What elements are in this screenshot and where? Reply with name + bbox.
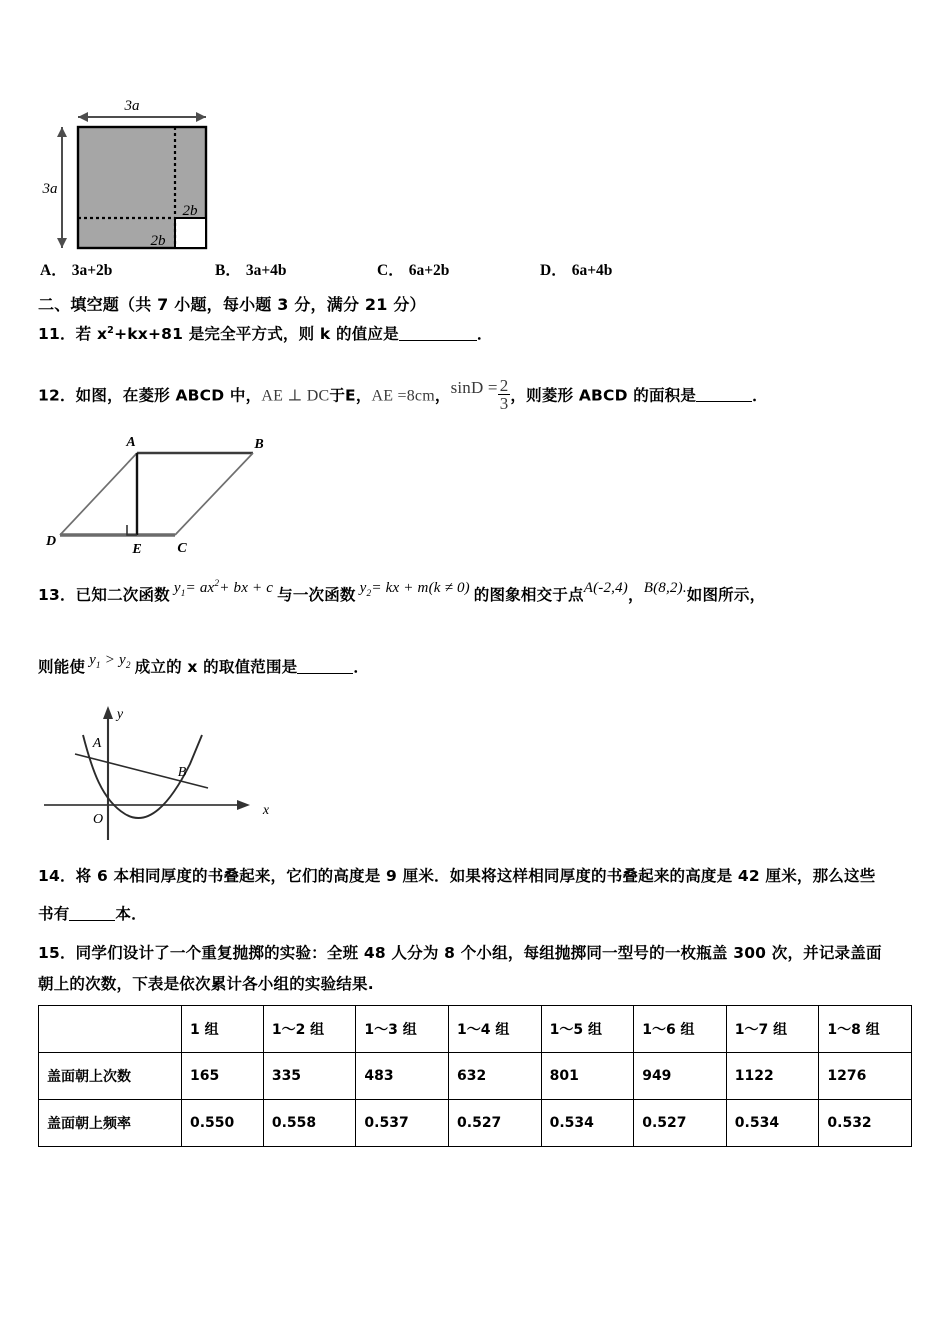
- q12-perpendicular-expression: AE ⊥ DC: [261, 387, 330, 405]
- q13-answer-blank[interactable]: [297, 658, 353, 675]
- q13-text-b: 与一次函数: [277, 586, 356, 604]
- section-heading: 二、填空题（共 7 小题，每小题 3 分，满分 21 分）: [38, 295, 426, 314]
- q13-point-b: B(8,2).: [643, 580, 687, 596]
- freq-cell-8: 0.532: [819, 1100, 912, 1147]
- q13-f2-subscript: 2: [366, 589, 372, 599]
- q12-text-a: 如图，在菱形 ABCD 中，: [75, 386, 262, 405]
- q13-g2-y: y: [119, 652, 126, 668]
- q13-line2-b: 成立的 x 的取值范围是: [134, 658, 298, 676]
- q13-g1-subscript: 1: [95, 661, 101, 671]
- rhombus-label-b: B: [254, 437, 264, 452]
- question-14-line2: [38, 902, 147, 924]
- count-cell-6: 949: [634, 1053, 727, 1100]
- q13-text-d: 如图所示，: [686, 586, 766, 604]
- rhombus-label-c: C: [177, 541, 187, 556]
- q12-text-d: ，: [434, 386, 451, 405]
- freq-cell-3: 0.537: [356, 1100, 449, 1147]
- origin-label: O: [92, 812, 104, 827]
- q12-sin-lead: sinD =: [450, 378, 498, 398]
- q14-line2-a: 书有: [38, 905, 70, 923]
- table-row-label-count: 盖面朝上次数: [39, 1053, 182, 1100]
- option-b-label: B．: [215, 262, 241, 279]
- question-15-line2: [38, 972, 374, 994]
- table-row-label-frequency: 盖面朝上频率: [39, 1100, 182, 1147]
- square-top-dimension-label: 3a: [124, 98, 140, 114]
- option-b-value: 3a+4b: [245, 262, 287, 279]
- option-b[interactable]: [215, 258, 287, 280]
- q13-f1-exponent: 2: [214, 579, 220, 589]
- q13-text-a: 已知二次函数: [75, 586, 170, 604]
- q13-text-c: 的图象相交于点: [473, 586, 584, 604]
- freq-cell-7: 0.534: [726, 1100, 819, 1147]
- table-header-4: 1～4 组: [449, 1006, 542, 1053]
- table-header-2: 1～2 组: [263, 1006, 356, 1053]
- x-axis-label: x: [262, 803, 270, 818]
- q13-number: 13．: [38, 586, 76, 604]
- q13-g2-subscript: 2: [125, 661, 131, 671]
- option-a-value: 3a+2b: [71, 262, 113, 279]
- rhombus-abcd-figure: [10, 420, 290, 570]
- q12-text-b: 于: [329, 386, 346, 405]
- count-cell-3: 483: [356, 1053, 449, 1100]
- q12-sin-fraction: [498, 377, 511, 413]
- q11-answer-blank[interactable]: [399, 325, 477, 342]
- q14-number: 14．: [38, 867, 76, 885]
- q11-number: 11．: [38, 325, 76, 343]
- q12-ae-length: AE =8cm: [371, 387, 435, 405]
- answer-options-row: [40, 258, 920, 282]
- option-d-value: 6a+4b: [571, 262, 613, 279]
- count-cell-2: 335: [263, 1053, 356, 1100]
- table-header-3: 1～3 组: [356, 1006, 449, 1053]
- question-13-line1: [38, 579, 766, 607]
- q13-g1-y: y: [89, 652, 96, 668]
- y-axis-label: y: [116, 707, 124, 722]
- count-cell-7: 1122: [726, 1053, 819, 1100]
- table-header-6: 1～6 组: [634, 1006, 727, 1053]
- parabola-line-graph: [30, 692, 275, 850]
- table-corner-cell: [39, 1006, 182, 1053]
- count-cell-1: 165: [182, 1053, 264, 1100]
- q12-sin-denominator: 3: [499, 394, 509, 414]
- option-c-label: C．: [377, 262, 404, 279]
- point-a-label: A: [92, 736, 102, 751]
- table-header-1: 1 组: [182, 1006, 264, 1053]
- table-header-row: [39, 1006, 912, 1053]
- point-b-label: B: [177, 765, 187, 780]
- option-a[interactable]: [40, 258, 112, 280]
- q12-text-e: ，则菱形 ABCD 的面积是: [510, 386, 697, 405]
- q15-number: 15．: [38, 944, 76, 962]
- question-15-line1: [38, 941, 882, 963]
- grey-square-figure: [40, 85, 290, 260]
- question-12: [38, 378, 768, 414]
- q13-f1-rest: = ax: [185, 580, 215, 596]
- q13-f2-condition: (k ≠ 0): [428, 580, 470, 596]
- question-13-line2: [38, 652, 370, 679]
- question-11: [38, 322, 493, 344]
- rhombus-label-d: D: [45, 534, 57, 549]
- q12-text-c: ，: [355, 386, 372, 405]
- q12-number: 12．: [38, 386, 76, 405]
- q13-f1-y: y: [173, 580, 181, 596]
- rhombus-label-a: A: [126, 435, 136, 450]
- q13-f1-tail: + bx + c: [219, 580, 274, 596]
- q13-greater-than: >: [104, 652, 116, 668]
- q13-line2-a: 则能使: [38, 658, 86, 676]
- q11-exponent: 2: [107, 324, 115, 336]
- freq-cell-2: 0.558: [263, 1100, 356, 1147]
- square-left-dimension-label: 3a: [42, 181, 58, 197]
- q13-f1-subscript: 1: [180, 589, 186, 599]
- rhombus-label-e: E: [132, 542, 142, 557]
- q13-f2-y: y: [359, 580, 367, 596]
- q12-tail: ．: [752, 386, 768, 405]
- option-d-label: D．: [540, 262, 567, 279]
- experiment-results-table: [38, 1005, 912, 1147]
- q11-tail: ．: [476, 325, 493, 343]
- q12-answer-blank[interactable]: [696, 386, 752, 403]
- count-cell-8: 1276: [819, 1053, 912, 1100]
- q14-answer-blank[interactable]: [69, 905, 115, 922]
- q14-line2-b: 本．: [115, 905, 147, 923]
- q13-tail: ．: [353, 658, 370, 676]
- question-14-line1: [38, 864, 875, 886]
- table-row: [39, 1053, 912, 1100]
- square-inner-right-label: 2b: [182, 203, 198, 219]
- q15-line1: 同学们设计了一个重复抛掷的实验：全班 48 人分为 8 个小组，每组抛掷同一型号的一枚瓶盖 300 次，并记录盖面: [75, 944, 882, 962]
- q11-text-b: +kx+81 是完全平方式，则 k 的值应是: [114, 325, 399, 343]
- table-row: [39, 1100, 912, 1147]
- q12-point-e: E: [345, 386, 356, 405]
- q15-line2: 朝上的次数，下表是依次累计各小组的实验结果.: [38, 975, 374, 993]
- q13-point-a: A(-2,4): [583, 580, 629, 596]
- q13-comma: ，: [628, 586, 644, 604]
- option-a-label: A．: [40, 262, 67, 279]
- table-header-5: 1～5 组: [541, 1006, 634, 1053]
- freq-cell-6: 0.527: [634, 1100, 727, 1147]
- table-header-7: 1～7 组: [726, 1006, 819, 1053]
- q13-f2-rest: = kx + m: [371, 580, 429, 596]
- option-c-value: 6a+2b: [408, 262, 450, 279]
- option-c[interactable]: [377, 258, 449, 280]
- count-cell-5: 801: [541, 1053, 634, 1100]
- option-d[interactable]: [540, 258, 612, 280]
- q14-line1: 将 6 本相同厚度的书叠起来，它们的高度是 9 厘米．如果将这样相同厚度的书叠起来的高度是 42 厘米，那么这些: [75, 867, 876, 885]
- q11-text-a: 若 x: [75, 325, 108, 343]
- freq-cell-4: 0.527: [449, 1100, 542, 1147]
- count-cell-4: 632: [449, 1053, 542, 1100]
- freq-cell-1: 0.550: [182, 1100, 264, 1147]
- q12-sin-numerator: 2: [499, 376, 509, 395]
- square-inner-bottom-label: 2b: [150, 233, 166, 249]
- table-header-8: 1～8 组: [819, 1006, 912, 1053]
- freq-cell-5: 0.534: [541, 1100, 634, 1147]
